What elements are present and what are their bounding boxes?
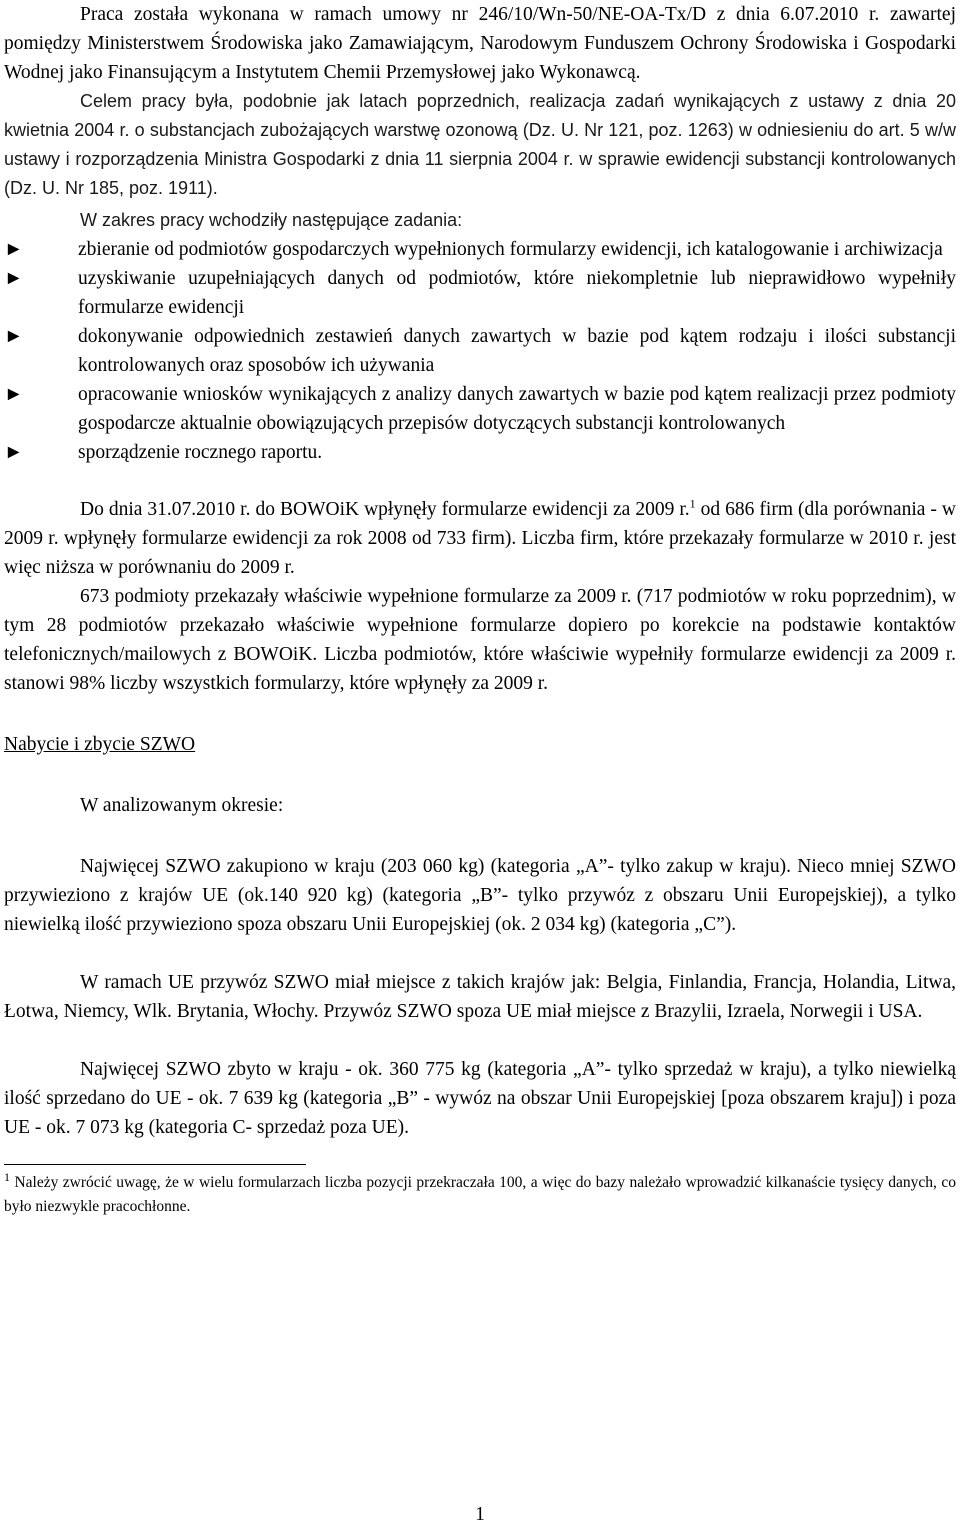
triangle-bullet-icon: ► [4, 326, 24, 347]
scope-lead: W zakres pracy wchodziły następujące zadania: [80, 210, 463, 230]
triangle-bullet-icon: ► [4, 442, 24, 463]
footnote-separator [4, 1164, 306, 1165]
section-heading: Nabycie i zbycie SZWO [4, 734, 196, 755]
list-item: ► opracowanie wniosków wynikających z analizy danych zawartych w bazie pod kątem realizacji przez podmioty gospodarcze aktualnie obowiązujących przepisów dotyczących substancji kontrolowanych [4, 380, 956, 438]
triangle-bullet-icon: ► [4, 268, 24, 289]
document-page [4, 0, 956, 1525]
page-number: 1 [475, 1504, 485, 1525]
forms-paragraph-correct: 673 podmioty przekazały właściwie wypełnione formularze za 2009 r. (717 podmiotów w roku poprzednim), w tym 28 podmiotów przekazało właściwie wypełnione formularze dopiero po korekcie na podstawie kontaktów telefonicznych/mailowych z BOWOiK. Liczba podmiotów, które właściwie wypełniły formularze ewidencji za 2009 r. stanowi 98% liczby wszystkich formularzy, które wpłynęły za 2009 r. [4, 586, 956, 694]
triangle-bullet-icon: ► [4, 239, 24, 260]
list-item: ► sporządzenie rocznego raportu. [4, 438, 956, 467]
intro-paragraph-goal: Celem pracy była, podobnie jak latach poprzednich, realizacja zadań wynikających z ustawy z dnia 20 kwietnia 2004 r. o substancjach zubożających warstwę ozonową (Dz. U. Nr 121, poz. 1263) w odniesieniu do art. 5 w/w ustawy i rozporządzenia Ministra Gospodarki z dnia 11 sierpnia 2004 r. w sprawie ewidencji substancji kontrolowanych (Dz. U. Nr 185, poz. 1911). [4, 91, 956, 198]
footnote-mark: 1 [4, 1169, 10, 1184]
section-period: W analizowanym okresie: [80, 795, 284, 816]
purchase-paragraph: Najwięcej SZWO zakupiono w kraju (203 060 kg) (kategoria „A”- tylko zakup w kraju). Nieco mniej SZWO przywieziono z krajów UE (ok.140 920 kg) (kategoria „B”- tylko przywóz z obszaru Unii Europejskiej), a tylko niewielką ilość przywieziono spoza obszaru Unii Europejskiej (ok. 2 034 kg) (kategoria „C”). [4, 856, 956, 935]
sales-paragraph: Najwięcej SZWO zbyto w kraju - ok. 360 775 kg (kategoria „A”- tylko sprzedaż w kraju), a tylko niewielką ilość sprzedano do UE - ok. 7 639 kg (kategoria „B” - wywóz na obszar Unii Europejskiej [poza obszarem kraju]) i poza UE - ok. 7 073 kg (kategoria C- sprzedaż poza UE). [4, 1059, 956, 1138]
intro-paragraph-contract: Praca została wykonana w ramach umowy nr 246/10/Wn-50/NE-OA-Tx/D z dnia 6.07.2010 r. zawartej pomiędzy Ministerstwem Środowiska jako Zamawiającym, Narodowym Funduszem Ochrony Środowiska i Gospodarki Wodnej jako Finansującym a Instytutem Chemii Przemysłowej jako Wykonawcą. [4, 4, 956, 83]
list-item: ► uzyskiwanie uzupełniających danych od podmiotów, które niekompletnie lub nieprawidłowo wypełniły formularze ewidencji [4, 264, 956, 322]
import-countries-paragraph: W ramach UE przywóz SZWO miał miejsce z takich krajów jak: Belgia, Finlandia, Francja, Holandia, Litwa, Łotwa, Niemcy, Wlk. Brytania, Włochy. Przywóz SZWO spoza UE miał miejsce z Brazylii, Izraela, Norwegii i USA. [4, 972, 956, 1022]
scope-task-list [4, 235, 956, 467]
triangle-bullet-icon: ► [4, 384, 24, 405]
footnote: $^1$ Należy zwrócić uwagę, że w wielu formularzach liczba pozycji przekraczała 100, a więc do bazy należało wprowadzić kilkanaście tysięcy danych, co było niezwykle pracochłonne. [4, 1169, 956, 1215]
list-item: ► dokonywanie odpowiednich zestawień danych zawartych w bazie pod kątem rodzaju i ilości substancji kontrolowanych oraz sposobów ich używania [4, 322, 956, 380]
forms-paragraph-count: Do dnia 31.07.2010 r. do BOWOiK wpłynęły formularze ewidencji za 2009 r.$^1$ od 686 firm (dla porównania - w 2009 r. wpłynęły formularze ewidencji za rok 2008 od 733 firm). Liczba firm, które przekazały formularze w 2010 r. jest więc niższa w porównaniu do 2009 r. [4, 496, 956, 578]
footnote-reference: 1 [689, 496, 696, 511]
list-item: ► zbieranie od podmiotów gospodarczych wypełnionych formularzy ewidencji, ich katalogowanie i archiwizacja [4, 235, 956, 264]
